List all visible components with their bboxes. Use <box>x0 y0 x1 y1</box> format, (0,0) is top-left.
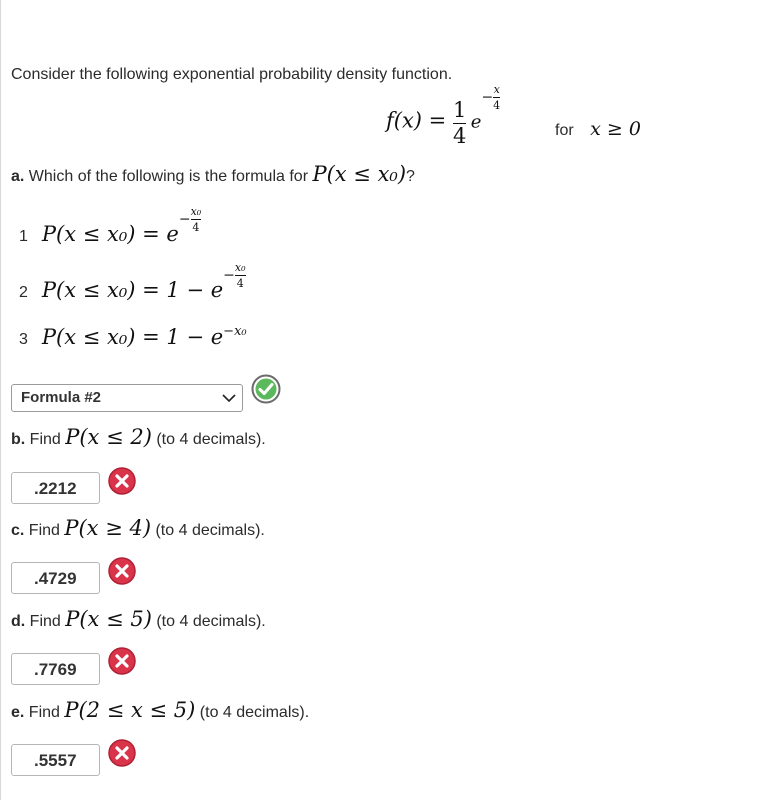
part-d-text: Find <box>25 613 66 630</box>
option-base: e <box>210 278 224 302</box>
option-exponent <box>179 206 201 233</box>
part-d-math: P(x ≤ 5) <box>65 607 152 631</box>
x-circle-icon <box>107 646 137 676</box>
formula-select[interactable] <box>11 384 243 412</box>
option-lhs: P(x ≤ x₀) = 1 − <box>41 325 211 349</box>
pdf-exp-num: x <box>493 83 500 96</box>
left-border <box>0 0 1 800</box>
part-d-question <box>11 607 266 631</box>
option-exponent: −x₀ <box>223 324 247 339</box>
part-e-answer-input[interactable]: .5557 <box>11 744 100 776</box>
part-e-question <box>11 698 309 722</box>
part-c-tail: (to 4 decimals). <box>151 522 265 539</box>
option-base: e <box>210 325 224 349</box>
part-c-answer-input[interactable]: .4729 <box>11 562 100 594</box>
option-exp-sign: − <box>178 211 191 228</box>
pdf-exp-den: 4 <box>493 99 501 112</box>
check-circle-icon <box>251 374 281 404</box>
x-circle-icon <box>107 556 137 586</box>
formula-select-value: Formula #2 <box>21 389 102 406</box>
option-3 <box>19 325 247 349</box>
pdf-domain-cond: x ≥ 0 <box>590 118 641 140</box>
part-d-tail: (to 4 decimals). <box>151 613 266 630</box>
part-c-letter: c. <box>11 522 25 539</box>
option-1 <box>19 205 202 249</box>
part-e-tail: (to 4 decimals). <box>195 704 310 721</box>
intro-text: Consider the following exponential probability density function. <box>11 66 453 83</box>
option-lhs: P(x ≤ x₀) = <box>41 222 167 246</box>
option-exp-num: x₀ <box>234 261 246 274</box>
option-exp-den: 4 <box>192 221 200 234</box>
pdf-exponent <box>481 84 500 111</box>
part-a-letter: a. <box>11 168 25 185</box>
pdf-exp-sign: − <box>481 89 494 106</box>
part-a-question <box>11 162 415 186</box>
part-b-math: P(x ≤ 2) <box>65 425 152 449</box>
option-base: e <box>166 222 179 246</box>
option-number: 2 <box>19 284 28 301</box>
option-number: 3 <box>19 331 28 348</box>
option-exp-sign: − <box>223 267 235 284</box>
option-number: 1 <box>19 228 28 245</box>
pdf-domain-word: for <box>555 122 574 139</box>
pdf-coef-num: 1 <box>452 98 467 122</box>
part-c-math: P(x ≥ 4) <box>64 516 152 540</box>
part-c-question <box>11 516 265 540</box>
part-b-text: Find <box>25 431 66 448</box>
pdf-base: e <box>470 111 482 133</box>
x-circle-icon <box>107 738 137 768</box>
part-e-text: Find <box>24 704 65 721</box>
option-2 <box>19 261 246 305</box>
pdf-domain <box>555 118 641 140</box>
part-a-math: P(x ≤ x₀) <box>312 162 407 186</box>
part-a-text: Which of the following is the formula for <box>24 168 313 185</box>
x-circle-icon <box>107 466 137 496</box>
option-exponent <box>223 262 245 289</box>
option-lhs: P(x ≤ x₀) = 1 − <box>41 278 211 302</box>
option-exp-num: x₀ <box>190 205 202 218</box>
pdf-formula <box>386 83 501 148</box>
part-e-letter: e. <box>11 704 25 721</box>
part-b-question <box>11 425 266 449</box>
part-b-tail: (to 4 decimals). <box>151 431 266 448</box>
part-b-answer-input[interactable]: .2212 <box>11 472 100 504</box>
pdf-coefficient <box>453 100 466 147</box>
part-a-tail: ? <box>406 168 415 185</box>
pdf-lhs: f(x) = <box>386 108 453 133</box>
option-exp-den: 4 <box>236 277 244 290</box>
pdf-coef-den: 4 <box>452 124 467 148</box>
part-d-answer-input[interactable]: .7769 <box>11 653 100 685</box>
part-b-letter: b. <box>11 431 26 448</box>
part-c-text: Find <box>24 522 65 539</box>
part-e-math: P(2 ≤ x ≤ 5) <box>64 698 196 722</box>
part-d-letter: d. <box>11 613 26 630</box>
chevron-down-icon <box>222 393 236 403</box>
